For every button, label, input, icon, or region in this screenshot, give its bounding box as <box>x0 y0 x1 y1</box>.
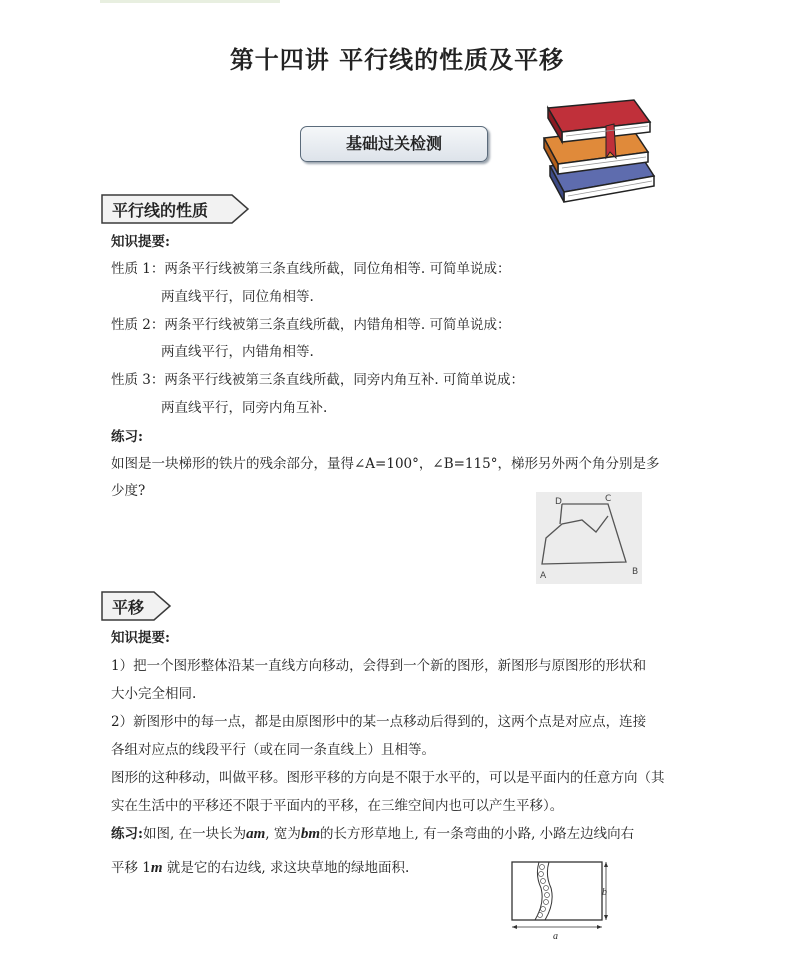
practice-text: 如图, 在一块长为 <box>142 826 247 842</box>
label-a: a <box>553 931 558 942</box>
translation-def-line1: 图形的这种移动，叫做平移。图形平移的方向是不限于水平的，可以是平面内的任意方向（其 <box>111 770 665 786</box>
section-tab-parallel-properties <box>100 193 252 223</box>
var-b: bm <box>300 826 321 842</box>
var-m: m <box>150 860 163 876</box>
top-header-strip <box>100 0 280 3</box>
trapezoid-figure <box>536 492 642 584</box>
label-B: B <box>632 567 639 577</box>
property-2-short: 两直线平行，内错角相等. <box>161 344 314 360</box>
practice-text-line1: 如图是一块梯形的铁片的残余部分，量得∠A=100°，∠B=115°，梯形另外两个角分别是多 <box>111 456 660 472</box>
translation-def-line2: 实在生活中的平移还不限于平面内的平移，在三维空间内也可以产生平移）。 <box>111 798 564 814</box>
var-a: am <box>246 826 266 842</box>
rectangle-path-figure <box>505 855 613 973</box>
tips-label: 知识提要: <box>111 234 170 250</box>
practice-text: 的长方形草地上, 有一条弯曲的小路, 小路左边线向右 <box>320 826 635 842</box>
translation-point1-line2: 大小完全相同. <box>111 686 197 702</box>
practice-text: , 宽为 <box>265 826 301 842</box>
practice-label: 练习: <box>111 429 143 445</box>
section-heading: 平移 <box>112 598 145 617</box>
translation-point2-line1: 2）新图形中的每一点，都是由原图形中的某一点移动后得到的，这两个点是对应点，连接 <box>111 714 647 730</box>
basic-check-button[interactable]: 基础过关检测 <box>300 126 488 162</box>
books-illustration <box>536 96 666 206</box>
label-C: C <box>605 494 612 504</box>
practice-text: 就是它的右边线, 求这块草地的绿地面积. <box>166 860 410 876</box>
practice-problem-line1 <box>111 824 634 844</box>
label-b: b <box>602 887 607 898</box>
tips-label: 知识提要: <box>111 630 170 646</box>
translation-point1-line1: 1）把一个图形整体沿某一直线方向移动，会得到一个新的图形，新图形与原图形的形状和 <box>111 658 647 674</box>
practice-text-line2: 少度? <box>111 483 146 499</box>
label-D: D <box>555 497 562 507</box>
practice-label: 练习: <box>111 826 143 842</box>
property-1-short: 两直线平行，同位角相等. <box>161 289 314 305</box>
section-tab-translation <box>100 590 174 620</box>
property-2: 性质 2：两条平行线被第三条直线所截，内错角相等. 可简单说成： <box>111 317 511 333</box>
practice-text: 平移 1 <box>111 860 151 876</box>
property-3: 性质 3：两条平行线被第三条直线所截，同旁内角互补. 可简单说成： <box>111 372 524 388</box>
property-3-short: 两直线平行，同旁内角互补. <box>161 400 328 416</box>
translation-point2-line2: 各组对应点的线段平行（或在同一条直线上）且相等。 <box>111 742 435 758</box>
practice-problem-line2 <box>111 858 409 878</box>
section-heading: 平行线的性质 <box>112 201 209 220</box>
page-title: 第十四讲 平行线的性质及平移 <box>229 46 565 74</box>
label-A: A <box>540 571 547 581</box>
property-1: 性质 1：两条平行线被第三条直线所截，同位角相等. 可简单说成： <box>111 261 511 277</box>
